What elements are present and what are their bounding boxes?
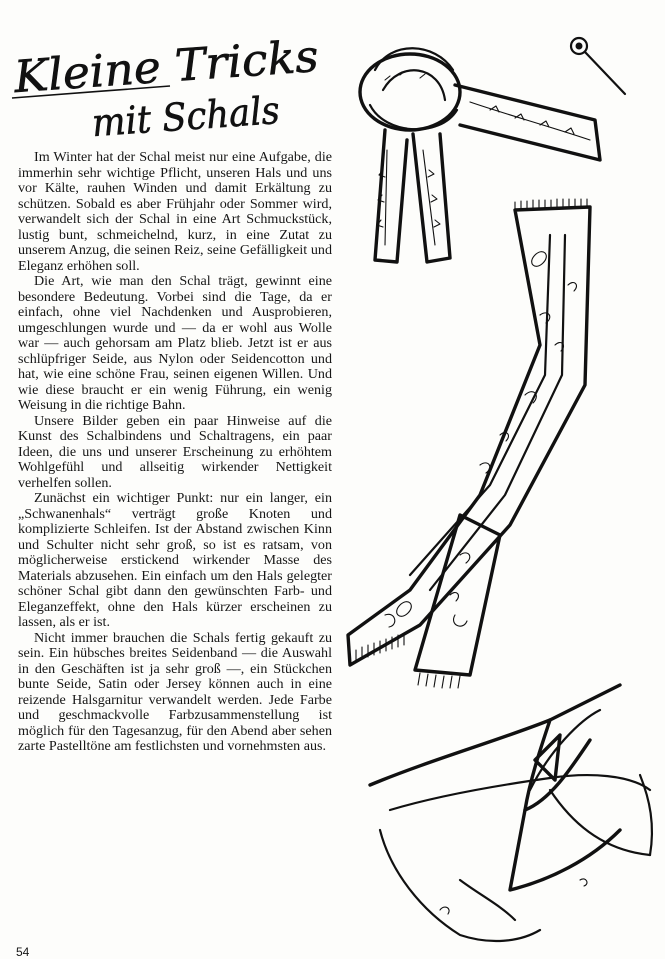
title-line-2: mit Schals xyxy=(90,87,295,146)
paragraph: Unsere Bilder geben ein paar Hinweise auf die Kunst des Schalbindens und Schaltragens, ein paar Ideen, die uns und unserer Erscheinung zu erhöhtem Wohlgefühl und allseitig wirkender Nettigkeit verhelfen sollen. xyxy=(18,412,332,491)
page-number: 54 xyxy=(16,945,30,959)
paragraph: Die Art, wie man den Schal trägt, gewinnt eine besondere Bedeutung. Vorbei sind die Tage, da er einfach, ohne viel Nachdenken und Ausprobieren, umgeschlungen wurde und — da er wohl aus Wolle war — auch gehorsam am Platz blieb. Jetzt ist er aus schlüpfriger Seide, aus Nylon oder Seidencotton und hat, wie eine schöne Frau, seinen eigenen Willen. Und wie diese braucht er ein wenig Führung, ein wenig Weisung in die richtige Bahn. xyxy=(18,273,332,413)
scarf-pin-icon xyxy=(565,32,635,102)
shawl-collar-illustration xyxy=(350,680,665,950)
paragraph: Im Winter hat der Schal meist nur eine Aufgabe, die immerhin sehr wichtige Pflicht, unseren Hals und uns vor Kälte, rauhen Winden und damit Erkältung zu schützen. Sobald es aber Frühjahr oder Sommer wird, verwandelt sich der Schal in eine Art Schmuckstück, lustig bunt, schmeichelnd, kurz, in eine Zutat zu unserem Anzug, die seinen Reiz, seine Gefälligkeit und Eleganz erhöhen soll. xyxy=(18,149,332,274)
long-scarf-illustration xyxy=(340,195,660,715)
article-body xyxy=(18,150,332,755)
title-line-1: Kleine Tricks xyxy=(12,31,310,104)
article-title xyxy=(0,20,340,150)
paragraph: Zunächst ein wichtiger Punkt: nur ein langer, ein „Schwanenhals“ verträgt große Knoten und komplizierte Schleifen. Ist der Abstand zwischen Kinn und Schulter nicht sehr groß, so ist es ratsam, von möglicherweise erstickend wirkender Masse des Materials abzusehen. Ein einfach um den Hals gelegter schöner Schal gibt dann den gewünschten Farb- und Eleganzeffekt, ohne den Hals kürzer erscheinen zu lassen, als er ist. xyxy=(18,490,332,630)
paragraph: Nicht immer brauchen die Schals fertig gekauft zu sein. Ein hübsches breites Seidenband — die Auswahl in den Geschäften ist ja sehr groß —, ein Stückchen bunte Seide, Satin oder Jersey können auch in eine reizende Halsgarnitur verwandelt werden. Jede Farbe und geschmackvolle Farbzusammenstellung ist möglich für den Tagesanzug, für den Abend aber sehen zarte Pastelltöne am festlichsten und vornehmsten aus. xyxy=(18,629,332,754)
